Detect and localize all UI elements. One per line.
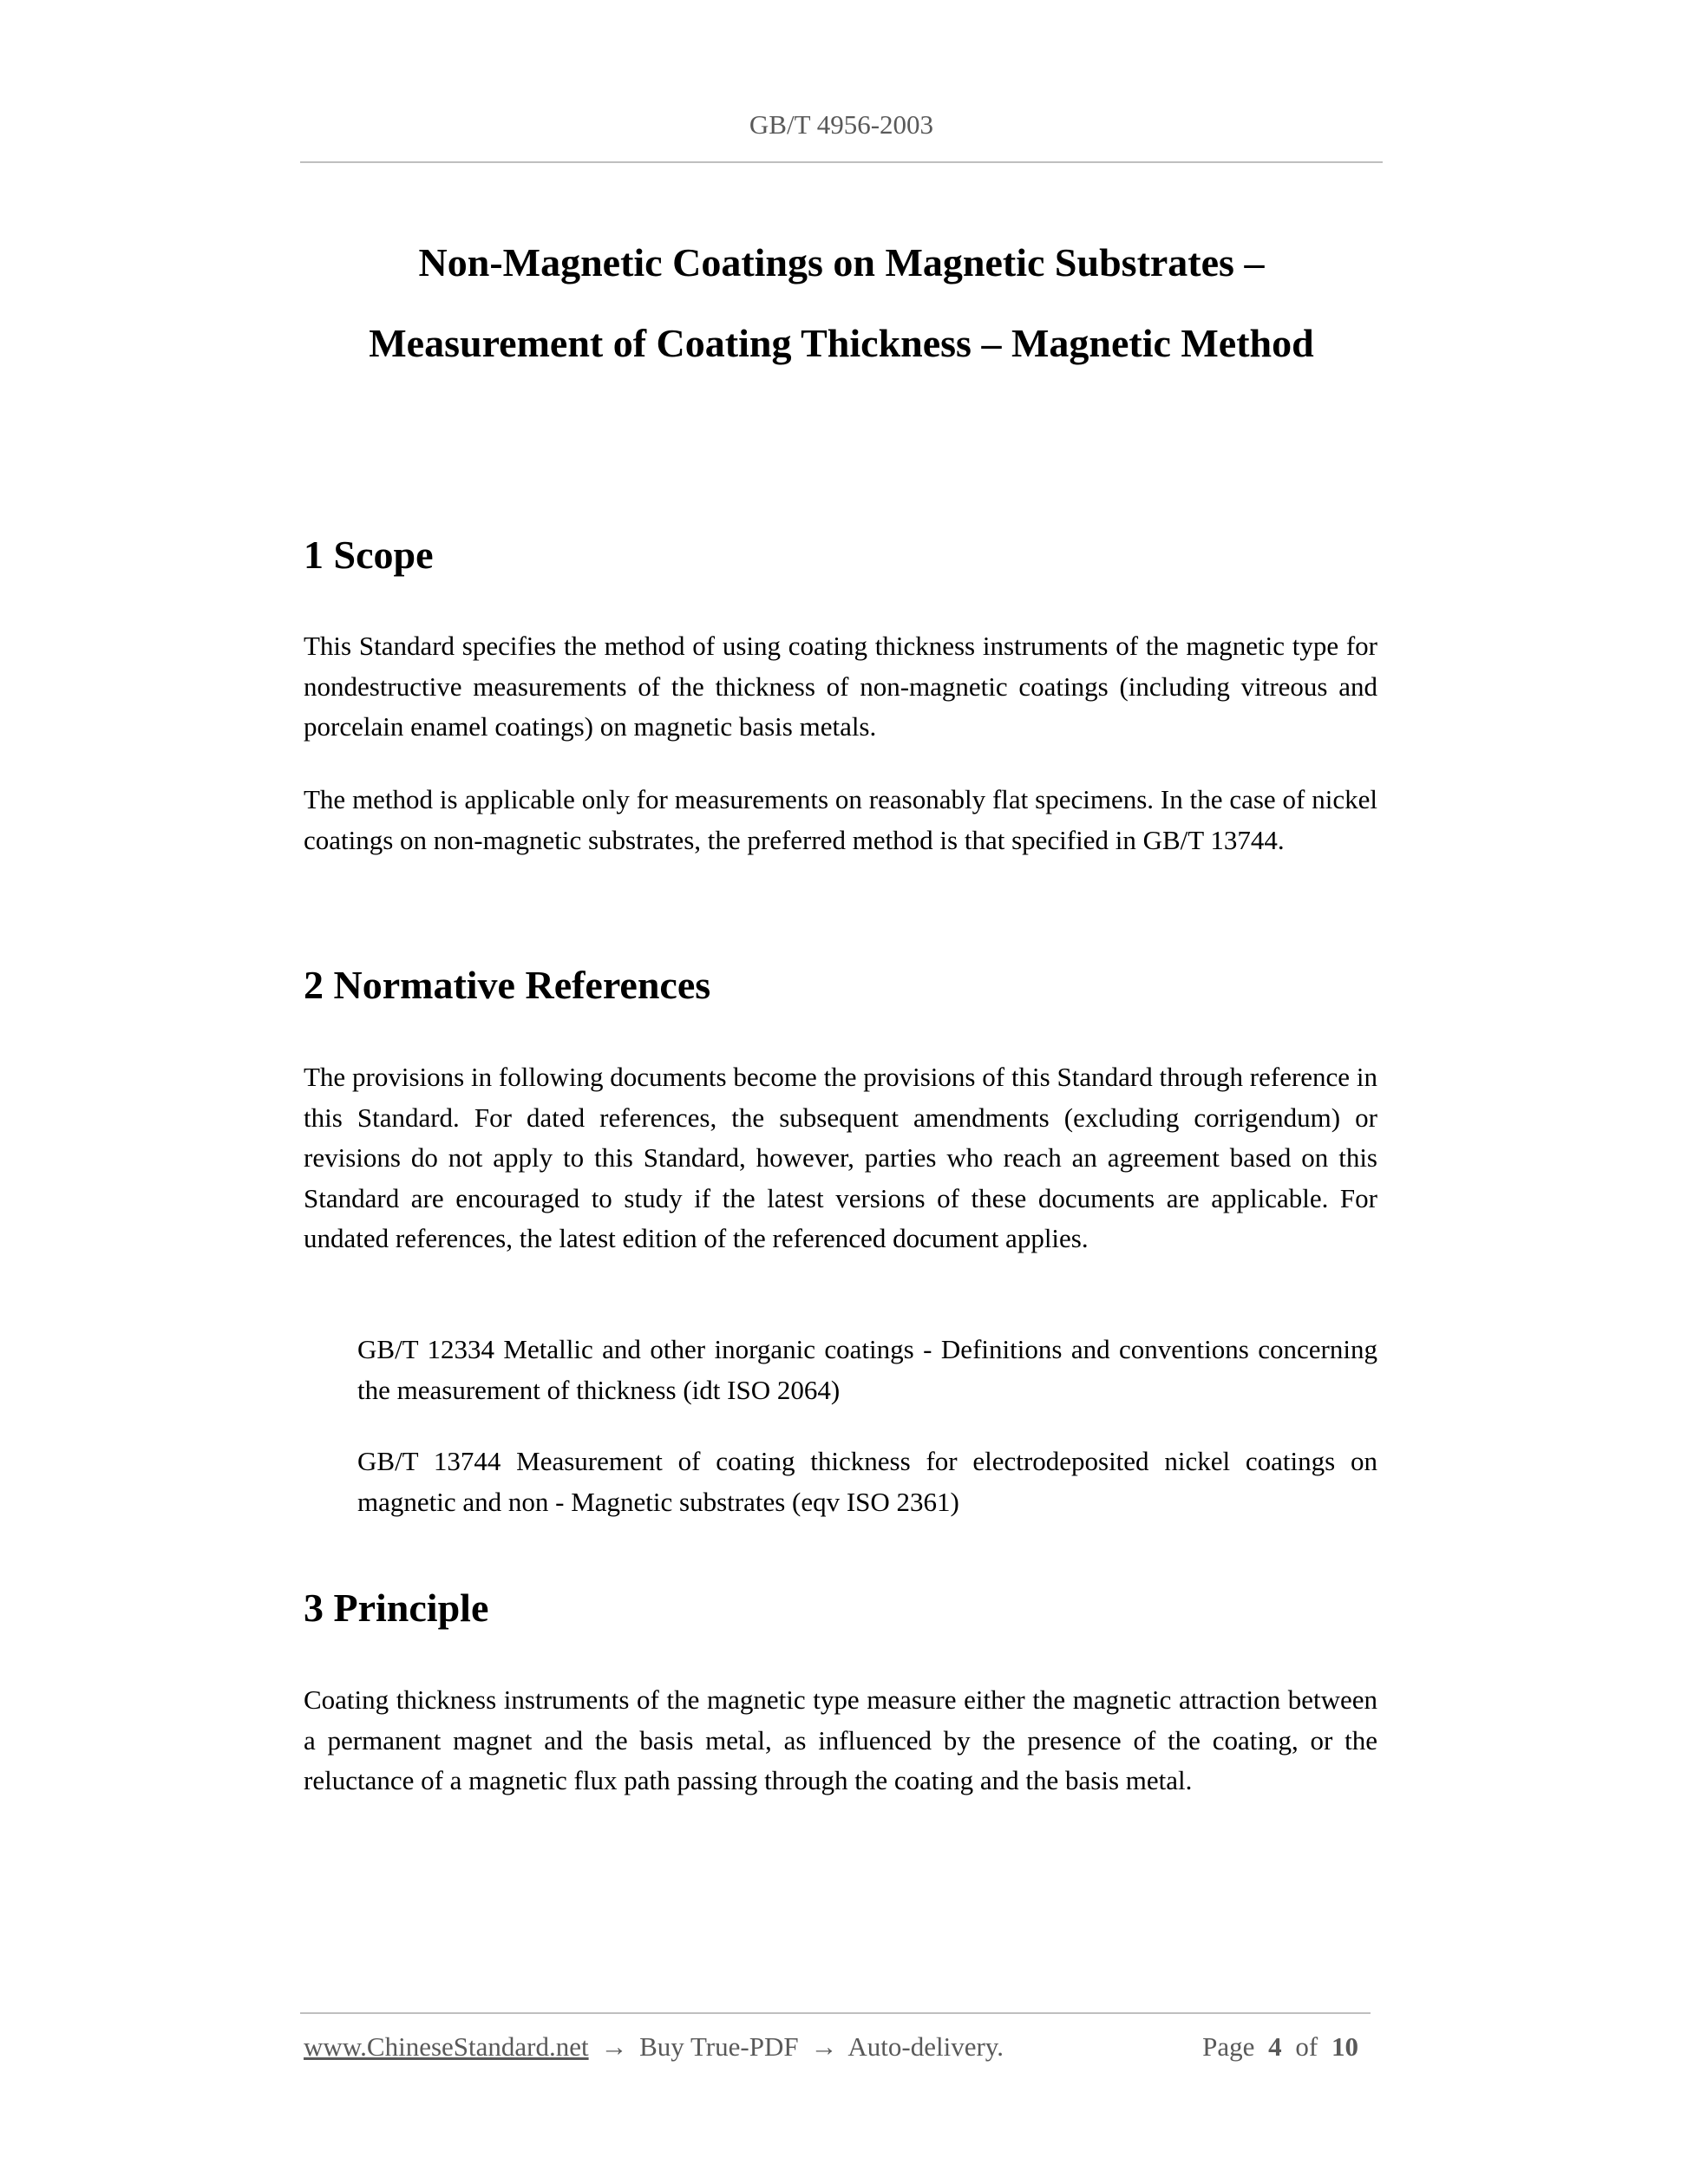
footer-divider: [300, 2012, 1371, 2014]
page-current: 4: [1268, 2031, 1282, 2062]
references-paragraph: The provisions in following documents become the provisions of this Standard through reference in this Standard. For dated references, the subsequent amendments (excluding corrigendum) or revisions do not apply to this Standard, however, parties who reach an agreement based on this Standard are encouraged to study if the latest versions of these documents are applicable. For undated references, the latest edition of the referenced document applies.: [304, 1062, 1377, 1253]
page-label: Page: [1202, 2031, 1255, 2062]
arrow-right-icon: →: [810, 2031, 838, 2062]
page-header: GB/T 4956-2003: [749, 109, 934, 140]
principle-paragraph: Coating thickness instruments of the magnetic type measure either the magnetic attraction between a permanent magnet and the basis metal, as influenced by the presence of the coating, or the reluctance of a magnetic flux path passing through the coating and the basis metal.: [304, 1684, 1377, 1795]
section-heading-scope: 1 Scope: [304, 533, 434, 577]
page-of-label: of: [1295, 2031, 1318, 2062]
title-line-2: Measurement of Coating Thickness – Magnetic Method: [369, 321, 1314, 365]
section-heading-normative-references: 2 Normative References: [304, 963, 711, 1007]
page-total: 10: [1331, 2031, 1358, 2062]
arrow-right-icon: →: [600, 2031, 628, 2062]
scope-paragraph-2: The method is applicable only for measurements on reasonably flat specimens. In the case of nickel coatings on non-magnetic substrates, the preferred method is that specified in GB/T 13744.: [304, 784, 1377, 855]
website-link[interactable]: www.ChineseStandard.net: [304, 2031, 589, 2062]
scope-paragraph-1: This Standard specifies the method of using coating thickness instruments of the magnetic type for nondestructive measurements of the thickness of non-magnetic coatings (including vitreous and porcelain enamel coatings) on magnetic basis metals.: [304, 631, 1377, 742]
document-title: [300, 222, 1383, 383]
auto-delivery-text: Auto-delivery.: [847, 2031, 1004, 2062]
footer-left: [304, 2031, 1004, 2063]
buy-true-pdf-text: Buy True-PDF: [639, 2031, 799, 2062]
page-number: [1202, 2031, 1365, 2063]
header-divider: [300, 161, 1383, 163]
reference-item-gbt-12334: GB/T 12334 Metallic and other inorganic coatings - Definitions and conventions concerning the measurement of thickness (idt ISO 2064): [357, 1334, 1377, 1405]
reference-item-gbt-13744: GB/T 13744 Measurement of coating thickness for electrodeposited nickel coatings on magnetic and non - Magnetic substrates (eqv ISO 2361): [357, 1446, 1377, 1517]
title-line-1: Non-Magnetic Coatings on Magnetic Substrates –: [418, 240, 1265, 284]
section-heading-principle: 3 Principle: [304, 1586, 489, 1630]
